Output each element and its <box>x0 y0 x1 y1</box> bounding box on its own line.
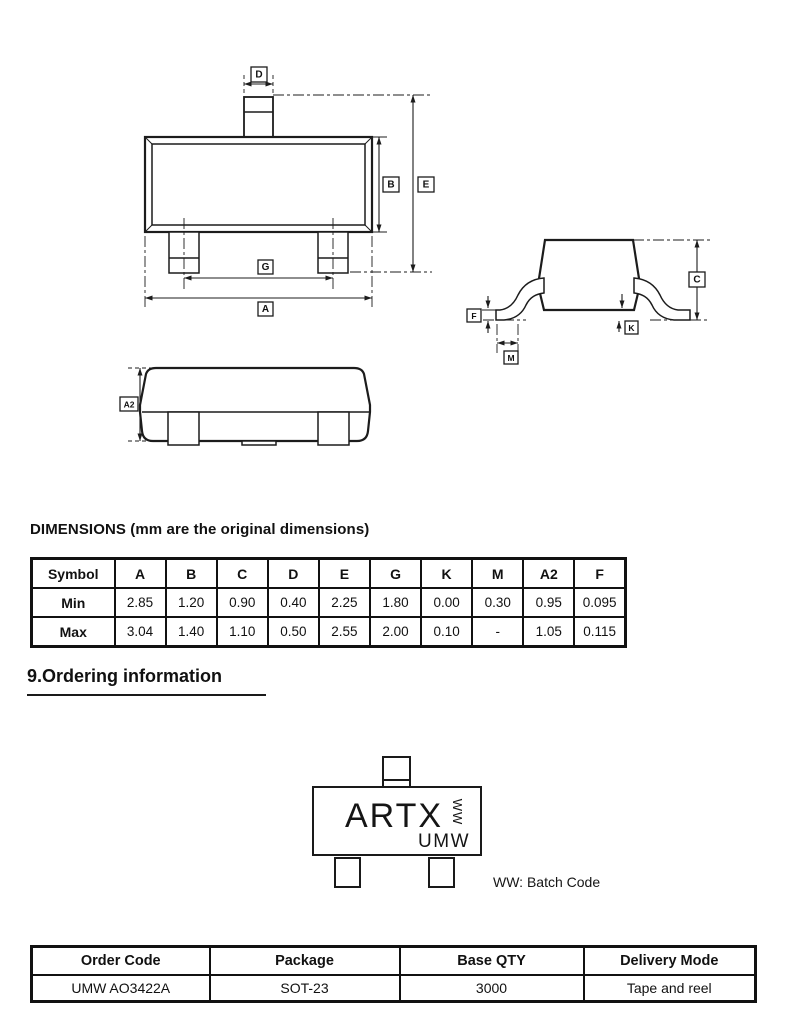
marking-top-lead <box>382 756 411 788</box>
table-row-min <box>32 588 626 617</box>
dim-label-E <box>418 177 434 192</box>
column-header-delivery-mode: Delivery Mode <box>584 947 756 976</box>
table-cell: 0.095 <box>574 588 625 617</box>
dim-label-A2-text: A2 <box>123 399 135 410</box>
dim-label-D <box>251 67 267 82</box>
table-cell: 2.00 <box>370 617 421 647</box>
end-view-lines <box>482 240 710 353</box>
table-cell: 2.85 <box>115 588 166 617</box>
dimensions-table-header-row <box>32 559 626 589</box>
column-header-package: Package <box>210 947 400 976</box>
dim-label-F <box>467 309 481 322</box>
dim-label-B-text: B <box>387 179 395 191</box>
row-label-min: Min <box>32 588 115 617</box>
device-marking-code: ARTX <box>345 797 444 835</box>
column-header-d: D <box>268 559 319 589</box>
table-cell: 1.10 <box>217 617 268 647</box>
marking-body <box>312 786 482 856</box>
column-header-a2: A2 <box>523 559 574 589</box>
package-side-view-drawing <box>100 355 390 455</box>
ordering-section-heading: 9.Ordering information <box>27 666 266 696</box>
column-header-base-qty: Base QTY <box>400 947 584 976</box>
table-cell: 0.40 <box>268 588 319 617</box>
table-cell: 0.115 <box>574 617 625 647</box>
table-cell: 2.25 <box>319 588 370 617</box>
marking-bottom-lead-left <box>334 857 361 888</box>
table-cell: 0.00 <box>421 588 472 617</box>
table-cell: 3.04 <box>115 617 166 647</box>
table-cell: 0.30 <box>472 588 523 617</box>
dim-label-A-text: A <box>261 304 270 315</box>
ordering-table <box>30 945 754 1003</box>
table-cell: 0.90 <box>217 588 268 617</box>
column-header-symbol: Symbol <box>32 559 115 589</box>
package-marking-figure <box>312 755 522 895</box>
dim-label-G-text: G <box>261 262 270 273</box>
column-header-b: B <box>166 559 217 589</box>
dim-label-C <box>689 272 705 287</box>
dimensions-heading: DIMENSIONS (mm are the original dimensions) <box>30 521 370 538</box>
manufacturer-logo-text: UMW <box>418 831 470 852</box>
table-cell: 1.80 <box>370 588 421 617</box>
table-cell: 1.20 <box>166 588 217 617</box>
column-header-m: M <box>472 559 523 589</box>
table-cell: 0.50 <box>268 617 319 647</box>
dimensions-table <box>30 557 627 648</box>
table-cell: 1.40 <box>166 617 217 647</box>
dim-label-K-text: K <box>628 323 635 333</box>
dim-label-B <box>383 177 399 192</box>
side-view-lines <box>128 368 370 445</box>
table-cell: 1.05 <box>523 617 574 647</box>
dim-label-A2 <box>120 397 138 411</box>
base-qty-cell: 3000 <box>400 975 584 1002</box>
column-header-a: A <box>115 559 166 589</box>
order-code-cell: UMW AO3422A <box>32 975 210 1002</box>
dim-label-G <box>258 260 273 274</box>
package-top-view-drawing <box>130 60 440 320</box>
dim-label-K <box>625 321 638 334</box>
table-cell: 2.55 <box>319 617 370 647</box>
package-end-view-drawing <box>460 220 730 370</box>
table-cell: 0.10 <box>421 617 472 647</box>
table-row-max <box>32 617 626 647</box>
column-header-g: G <box>370 559 421 589</box>
ordering-table-header-row <box>32 947 756 976</box>
delivery-mode-cell: Tape and reel <box>584 975 756 1002</box>
table-cell: 0.95 <box>523 588 574 617</box>
column-header-e: E <box>319 559 370 589</box>
dim-label-D-text: D <box>255 69 263 81</box>
dim-label-C-text: C <box>693 274 701 286</box>
batch-code-note: WW: Batch Code <box>493 874 601 890</box>
marking-top-lead-step <box>382 779 411 781</box>
dim-label-E-text: E <box>422 179 430 191</box>
row-label-max: Max <box>32 617 115 647</box>
dim-label-M-text: M <box>507 353 515 363</box>
column-header-order-code: Order Code <box>32 947 210 976</box>
dim-label-A <box>258 302 273 316</box>
column-header-f: F <box>574 559 625 589</box>
marking-bottom-lead-right <box>428 857 455 888</box>
batch-code-marking: WW <box>450 798 466 826</box>
column-header-c: C <box>217 559 268 589</box>
table-cell: - <box>472 617 523 647</box>
dim-label-M <box>504 351 518 364</box>
package-cell: SOT-23 <box>210 975 400 1002</box>
dim-label-F-text: F <box>471 311 477 321</box>
column-header-k: K <box>421 559 472 589</box>
ordering-table-data-row <box>32 975 756 1002</box>
